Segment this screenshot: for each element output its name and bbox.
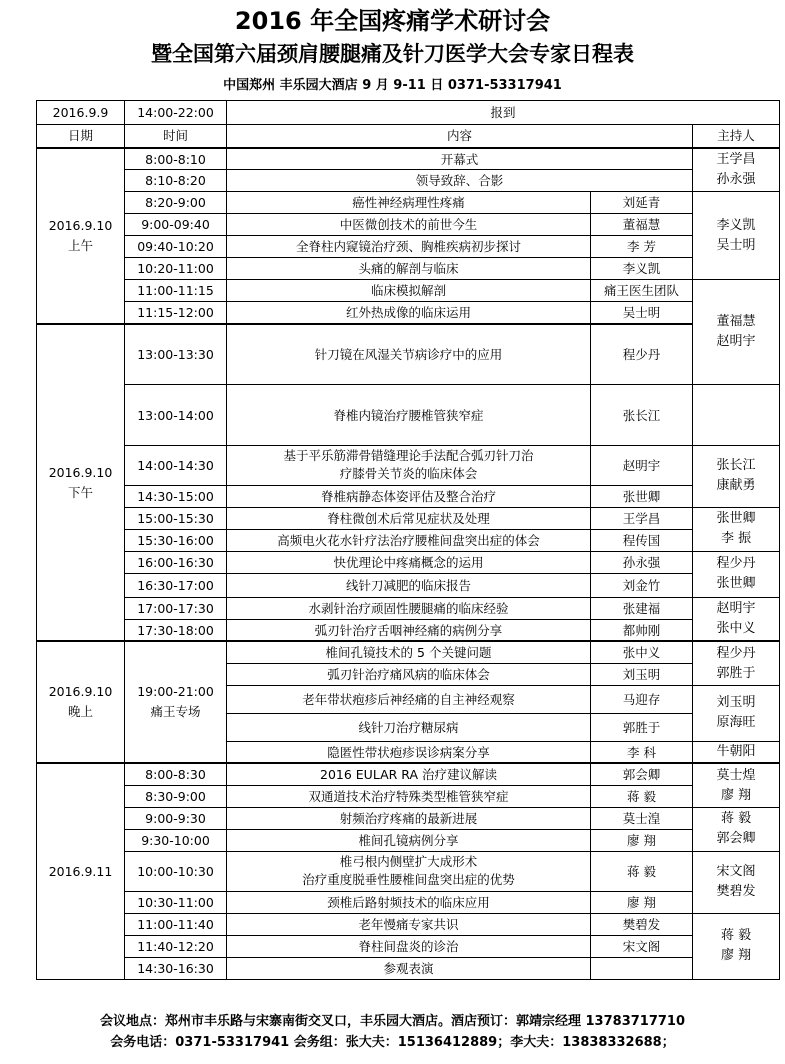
- row-time: 14:30-15:00: [125, 485, 227, 507]
- row-time: 8:00-8:30: [125, 763, 227, 785]
- session-time-sub: 痛王专场: [150, 704, 201, 720]
- column-header-content: 内容: [227, 124, 693, 148]
- host-name: 郭胜于: [716, 665, 756, 681]
- schedule-row: [37, 148, 780, 170]
- row-topic: 射频治疗疼痛的最新进展: [227, 807, 591, 829]
- schedule-row: [37, 851, 780, 891]
- row-time: 16:00-16:30: [125, 551, 227, 573]
- footer-venue-line: 会议地点：郑州市丰乐路与宋寨南街交叉口，丰乐园大酒店。酒店预订：郭靖宗经理 13783717710: [99, 1014, 686, 1029]
- registration-row: [37, 101, 780, 125]
- host-name: 张世卿: [716, 511, 756, 527]
- schedule-row: [37, 192, 780, 214]
- session-hosts: [693, 851, 780, 913]
- row-topic: 水剥针治疗顽固性腰腿痛的临床经验: [227, 597, 591, 619]
- row-time: 9:00-9:30: [125, 807, 227, 829]
- row-time: 16:30-17:00: [125, 573, 227, 597]
- row-speaker: 郭会卿: [591, 763, 693, 785]
- session-date-text: 2016.9.10: [48, 464, 113, 480]
- session-hosts: [693, 507, 780, 551]
- schedule-row: [37, 641, 780, 663]
- schedule-row: [37, 529, 780, 551]
- row-speaker: 张长江: [591, 385, 693, 446]
- row-topic: 线针刀治疗糖尿病: [227, 713, 591, 741]
- session-period: 上午: [67, 237, 93, 253]
- row-time: 9:30-10:00: [125, 829, 227, 851]
- row-speaker: 樊碧发: [591, 913, 693, 935]
- row-speaker: 莫士湟: [591, 807, 693, 829]
- session-hosts: [693, 280, 780, 385]
- host-name: 郭会卿: [716, 831, 756, 847]
- schedule-row: [37, 785, 780, 807]
- row-speaker: 廖 翔: [591, 829, 693, 851]
- host-name: 李 振: [720, 531, 752, 547]
- host-name: 蒋 毅: [720, 928, 752, 944]
- schedule-row: [37, 891, 780, 913]
- row-speaker: 李义凯: [591, 258, 693, 280]
- host-name: 程少丹: [716, 556, 756, 572]
- host-name: 康献勇: [716, 478, 756, 494]
- session-hosts: [693, 685, 780, 741]
- session-date-text: 2016.9.10: [48, 684, 113, 700]
- schedule-row: [37, 280, 780, 302]
- session-date: [37, 324, 125, 642]
- footer-contact-line: 会务电话：0371-53317941 会务组：张大夫：15136412889；李大夫：13838332688；: [110, 1035, 675, 1050]
- row-topic: 椎间孔镜病例分享: [227, 829, 591, 851]
- text-line: 治疗重度脱垂性腰椎间盘突出症的优势: [302, 872, 515, 888]
- host-name: 赵明宇: [716, 334, 756, 350]
- row-time: 14:30-16:30: [125, 957, 227, 979]
- schedule-row: [37, 573, 780, 597]
- host-name: 廖 翔: [720, 948, 752, 964]
- schedule-row: [37, 445, 780, 485]
- row-topic: 中医微创技术的前世今生: [227, 214, 591, 236]
- text-line: 疗膝骨关节炎的临床体会: [339, 466, 478, 482]
- host-name: 蒋 毅: [720, 811, 752, 827]
- session-date: [37, 148, 125, 324]
- row-speaker: 张世卿: [591, 485, 693, 507]
- row-time: 13:00-14:00: [125, 385, 227, 446]
- registration-time: 14:00-22:00: [125, 101, 227, 125]
- host-name: 张长江: [716, 458, 756, 474]
- schedule-row: [37, 597, 780, 619]
- row-time: 11:00-11:15: [125, 280, 227, 302]
- host-name: 董福慧: [716, 314, 756, 330]
- row-speaker: 郭胜于: [591, 713, 693, 741]
- schedule-body: [37, 101, 780, 980]
- row-topic: 脊柱间盘炎的诊治: [227, 935, 591, 957]
- session-date: [37, 641, 125, 763]
- session-hosts: [693, 741, 780, 763]
- schedule-row: [37, 170, 780, 192]
- schedule-row: [37, 913, 780, 935]
- row-speaker: 赵明宇: [591, 445, 693, 485]
- row-speaker: 张中义: [591, 641, 693, 663]
- row-topic: 2016 EULAR RA 治疗建议解读: [227, 763, 591, 785]
- session-date-text: 2016.9.10: [48, 217, 113, 233]
- row-topic: 临床模拟解剖: [227, 280, 591, 302]
- row-time: 13:00-13:30: [125, 324, 227, 385]
- row-time: 17:30-18:00: [125, 619, 227, 641]
- session-hosts: [693, 192, 780, 280]
- row-speaker: 都帅刚: [591, 619, 693, 641]
- session-date: [37, 763, 125, 979]
- row-time: 11:00-11:40: [125, 913, 227, 935]
- row-time: 11:40-12:20: [125, 935, 227, 957]
- row-time: 15:00-15:30: [125, 507, 227, 529]
- schedule-row: [37, 258, 780, 280]
- row-topic: 老年慢痛专家共识: [227, 913, 591, 935]
- session-time-text: 19:00-21:00: [137, 684, 214, 700]
- row-topic: 脊柱微创术后常见症状及处理: [227, 507, 591, 529]
- row-speaker: 宋文阁: [591, 935, 693, 957]
- row-topic: 开幕式: [227, 148, 693, 170]
- text-line: 椎弓根内侧壁扩大成形术: [339, 854, 478, 870]
- schedule-row: [37, 302, 780, 324]
- row-time: 10:20-11:00: [125, 258, 227, 280]
- row-topic: 针刀镜在风湿关节病诊疗中的应用: [227, 324, 591, 385]
- row-topic: 双通道技术治疗特殊类型椎管狭窄症: [227, 785, 591, 807]
- host-name: 赵明宇: [716, 601, 756, 617]
- row-topic: [227, 445, 591, 485]
- row-topic: 头痛的解剖与临床: [227, 258, 591, 280]
- host-name: 张中义: [716, 621, 756, 637]
- row-speaker: 痛王医生团队: [591, 280, 693, 302]
- row-topic: 参观表演: [227, 957, 591, 979]
- column-header-row: [37, 124, 780, 148]
- session-time: [125, 641, 227, 763]
- session-period: 晚上: [67, 704, 93, 720]
- schedule-row: [37, 214, 780, 236]
- row-speaker: 吴士明: [591, 302, 693, 324]
- row-speaker: 董福慧: [591, 214, 693, 236]
- session-hosts: [693, 913, 780, 979]
- column-header-time: 时间: [125, 124, 227, 148]
- row-time: 8:30-9:00: [125, 785, 227, 807]
- session-period: 下午: [67, 484, 93, 500]
- row-speaker: 廖 翔: [591, 891, 693, 913]
- host-name: 王学昌: [716, 152, 756, 168]
- column-header-date: 日期: [37, 124, 125, 148]
- column-header-host: 主持人: [693, 124, 780, 148]
- host-name: 樊碧发: [716, 884, 756, 900]
- row-topic: [227, 851, 591, 891]
- row-topic: 癌性神经病理性疼痛: [227, 192, 591, 214]
- host-name: 吴士明: [716, 237, 756, 253]
- text-line: 基于平乐筋滞骨错缝理论手法配合弧刃针刀治: [283, 448, 534, 464]
- row-time: 8:00-8:10: [125, 148, 227, 170]
- row-speaker: 李 科: [591, 741, 693, 763]
- host-name: 宋文阁: [716, 864, 756, 880]
- row-topic: 弧刃针治疗痛风病的临床体会: [227, 663, 591, 685]
- row-speaker: 程少丹: [591, 324, 693, 385]
- schedule-row: [37, 957, 780, 979]
- schedule-row: [37, 829, 780, 851]
- schedule-row: [37, 324, 780, 385]
- host-name: 莫士煌: [716, 767, 756, 783]
- row-topic: 线针刀减肥的临床报告: [227, 573, 591, 597]
- schedule-row: [37, 551, 780, 573]
- host-name: 刘玉明: [716, 695, 756, 711]
- row-topic: 隐匿性带状疱疹误诊病案分享: [227, 741, 591, 763]
- row-topic: 老年带状疱疹后神经痛的自主神经观察: [227, 685, 591, 713]
- page-subtitle: 暨全国第六届颈肩腰腿痛及针刀医学大会专家日程表: [151, 42, 634, 66]
- row-speaker: 刘金竹: [591, 573, 693, 597]
- row-speaker: 蒋 毅: [591, 851, 693, 891]
- registration-date: 2016.9.9: [37, 101, 125, 125]
- row-topic: 高频电火花水针疗法治疗腰椎间盘突出症的体会: [227, 529, 591, 551]
- host-name: 程少丹: [716, 645, 756, 661]
- row-topic: 弧刃针治疗舌咽神经痛的病例分享: [227, 619, 591, 641]
- row-topic: 红外热成像的临床运用: [227, 302, 591, 324]
- row-topic: 快优理论中疼痛概念的运用: [227, 551, 591, 573]
- host-name: 廖 翔: [720, 787, 752, 803]
- row-topic: 椎间孔镜技术的 5 个关键问题: [227, 641, 591, 663]
- host-name: 张世卿: [716, 576, 756, 592]
- registration-content: 报到: [227, 101, 780, 125]
- row-time: 15:30-16:00: [125, 529, 227, 551]
- row-time: 10:30-11:00: [125, 891, 227, 913]
- session-hosts: [693, 597, 780, 641]
- venue-line: 中国郑州 丰乐园大酒店 9 月 9-11 日 0371-53317941: [223, 78, 562, 93]
- host-name: 牛朝阳: [716, 744, 756, 760]
- schedule-row: [37, 763, 780, 785]
- row-time: 8:10-8:20: [125, 170, 227, 192]
- row-speaker: 马迎存: [591, 685, 693, 713]
- row-topic: 领导致辞、合影: [227, 170, 693, 192]
- schedule-row: [37, 485, 780, 507]
- row-time: 09:40-10:20: [125, 236, 227, 258]
- row-time: 8:20-9:00: [125, 192, 227, 214]
- row-time: 11:15-12:00: [125, 302, 227, 324]
- row-time: 17:00-17:30: [125, 597, 227, 619]
- schedule-row: [37, 619, 780, 641]
- row-speaker: 孙永强: [591, 551, 693, 573]
- session-hosts: [693, 551, 780, 597]
- session-date-text: 2016.9.11: [48, 863, 113, 879]
- schedule-table: [36, 100, 780, 980]
- row-speaker: 蒋 毅: [591, 785, 693, 807]
- session-hosts: [693, 763, 780, 807]
- row-time: 9:00-09:40: [125, 214, 227, 236]
- row-topic: 脊椎病静态体姿评估及整合治疗: [227, 485, 591, 507]
- row-speaker: 刘玉明: [591, 663, 693, 685]
- row-time: 14:00-14:30: [125, 445, 227, 485]
- row-speaker: 张建福: [591, 597, 693, 619]
- schedule-row: [37, 385, 780, 446]
- row-topic: 颈椎后路射频技术的临床应用: [227, 891, 591, 913]
- row-topic: 全脊柱内窥镜治疗颈、胸椎疾病初步探讨: [227, 236, 591, 258]
- host-name: 孙永强: [716, 172, 756, 188]
- page-title: 2016 年全国疼痛学术研讨会: [234, 7, 551, 35]
- schedule-row: [37, 935, 780, 957]
- row-speaker: 李 芳: [591, 236, 693, 258]
- host-name: 原海旺: [716, 715, 756, 731]
- row-speaker: [591, 957, 693, 979]
- row-speaker: 王学昌: [591, 507, 693, 529]
- row-speaker: 刘延青: [591, 192, 693, 214]
- session-hosts: [693, 641, 780, 685]
- session-hosts: [693, 807, 780, 851]
- row-topic: 脊椎内镜治疗腰椎管狭窄症: [227, 385, 591, 446]
- session-hosts: [693, 445, 780, 507]
- row-time: 10:00-10:30: [125, 851, 227, 891]
- row-speaker: 程传国: [591, 529, 693, 551]
- schedule-row: [37, 236, 780, 258]
- schedule-row: [37, 507, 780, 529]
- session-hosts: [693, 148, 780, 192]
- schedule-row: [37, 807, 780, 829]
- host-name: 李义凯: [716, 217, 756, 233]
